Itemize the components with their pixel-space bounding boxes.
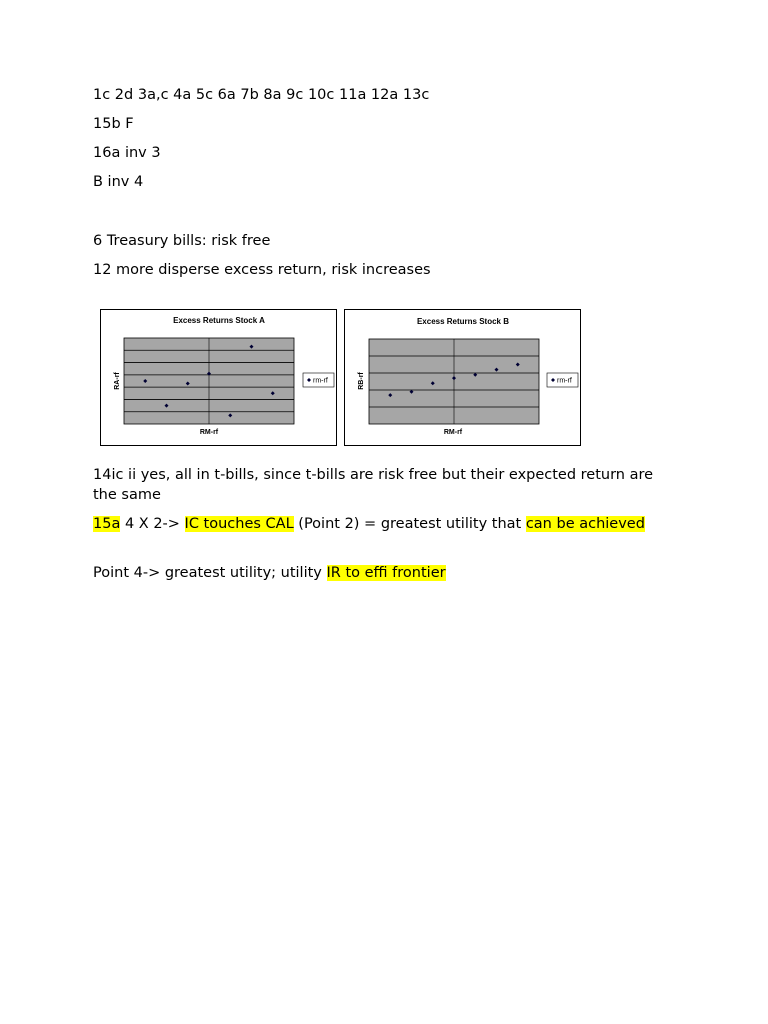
answer-line-6: 12 more disperse excess return, risk increases [93,262,431,278]
answer-16 [93,564,673,584]
answer-line-2: 15b F [93,116,134,132]
answer-14: 14ic ii yes, all in t-bills, since t-bills are risk free but their expected return are the same [93,467,654,503]
chart-a-title: Excess Returns Stock A [173,316,265,325]
text-segment: 4 X 2-> [120,516,185,532]
answer-15 [93,515,673,535]
highlight-15a: 15a [93,516,121,532]
highlight-can-be-achieved: can be achieved [525,516,645,532]
chart-b-ylabel: RB-rf [358,372,365,390]
answer-line-1: 1c 2d 3a,c 4a 5c 6a 7b 8a 9c 10c 11a 12a 13c [93,87,430,103]
highlight-ir-to-effi-frontier: IR to effi frontier [326,565,446,581]
chart-a-ylabel: RA-rf [114,372,121,390]
chart-a-legend-label: rm-rf [313,377,328,385]
chart-a-xlabel: RM-rf [199,429,219,436]
answer-line-5: 6 Treasury bills: risk free [93,233,271,249]
answer-line-4: B inv 4 [93,174,144,190]
chart-b-svg [345,310,580,445]
text-segment: Point 4-> greatest utility; utility [93,565,327,581]
answer-line-3: 16a inv 3 [93,145,161,161]
chart-stock-b [344,309,581,446]
chart-b-xlabel: RM-rf [443,429,463,436]
highlight-ic-touches-cal: IC touches CAL [184,516,294,532]
chart-stock-a [100,309,337,446]
chart-b-legend-label: rm-rf [557,377,572,385]
chart-b-title: Excess Returns Stock B [416,317,510,326]
chart-a-svg [101,310,336,445]
text-segment: (Point 2) = greatest utility that [293,516,526,532]
